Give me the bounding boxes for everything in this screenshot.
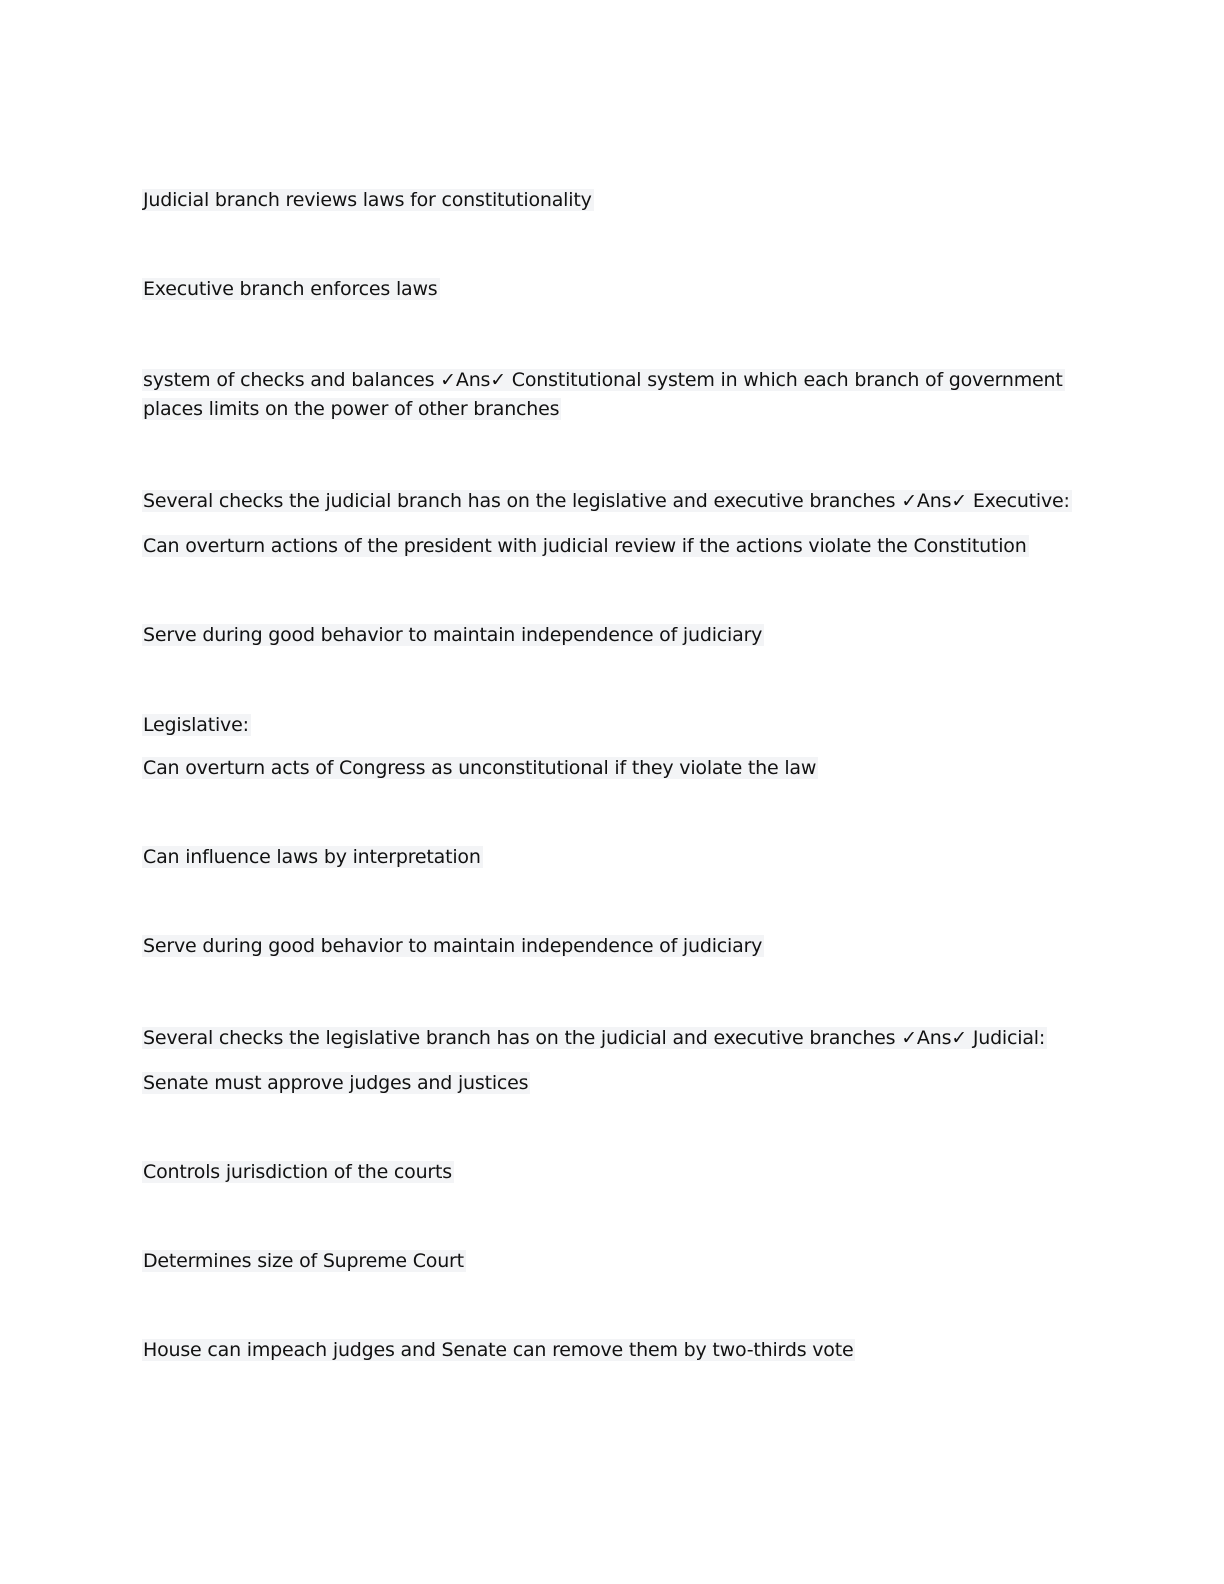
text-span: Can overturn actions of the president with judicial review if the actions violate the Constitution	[143, 535, 1027, 557]
text-line	[142, 1024, 1047, 1052]
text-span: places limits on the power of other branches	[143, 398, 560, 420]
text-span: Determines size of Supreme Court	[143, 1250, 464, 1272]
text-span: Senate must approve judges and justices	[143, 1072, 529, 1094]
text-span: House can impeach judges and Senate can remove them by two-thirds vote	[143, 1339, 854, 1361]
text-span: system of checks and balances ✓Ans✓ Constitutional system in which each branch of government	[143, 369, 1063, 391]
text-line	[142, 487, 1072, 515]
text-span: Can influence laws by interpretation	[143, 846, 481, 868]
text-line	[142, 1158, 454, 1186]
text-line	[142, 621, 764, 649]
text-span: Judicial branch reviews laws for constitutionality	[143, 189, 592, 211]
text-span: Controls jurisdiction of the courts	[143, 1161, 452, 1183]
text-line	[142, 754, 818, 782]
text-line	[142, 532, 1029, 560]
text-span: Serve during good behavior to maintain independence of judiciary	[143, 624, 763, 646]
text-line	[142, 395, 561, 423]
text-span: Executive branch enforces laws	[143, 278, 438, 300]
text-line	[142, 1247, 466, 1275]
text-span: Several checks the legislative branch has on the judicial and executive branches ✓Ans✓ Judicial:	[143, 1027, 1046, 1049]
text-span: Can overturn acts of Congress as unconstitutional if they violate the law	[143, 757, 817, 779]
text-line	[142, 366, 1065, 394]
text-span: Serve during good behavior to maintain independence of judiciary	[143, 935, 763, 957]
text-line	[142, 186, 594, 214]
text-line	[142, 1336, 855, 1364]
text-line	[142, 275, 440, 303]
text-line	[142, 932, 764, 960]
text-line	[142, 1069, 530, 1097]
text-line	[142, 843, 483, 871]
text-span: Legislative:	[143, 714, 249, 736]
text-line	[142, 711, 251, 739]
text-span: Several checks the judicial branch has on the legislative and executive branches ✓Ans✓ Executive:	[143, 490, 1070, 512]
